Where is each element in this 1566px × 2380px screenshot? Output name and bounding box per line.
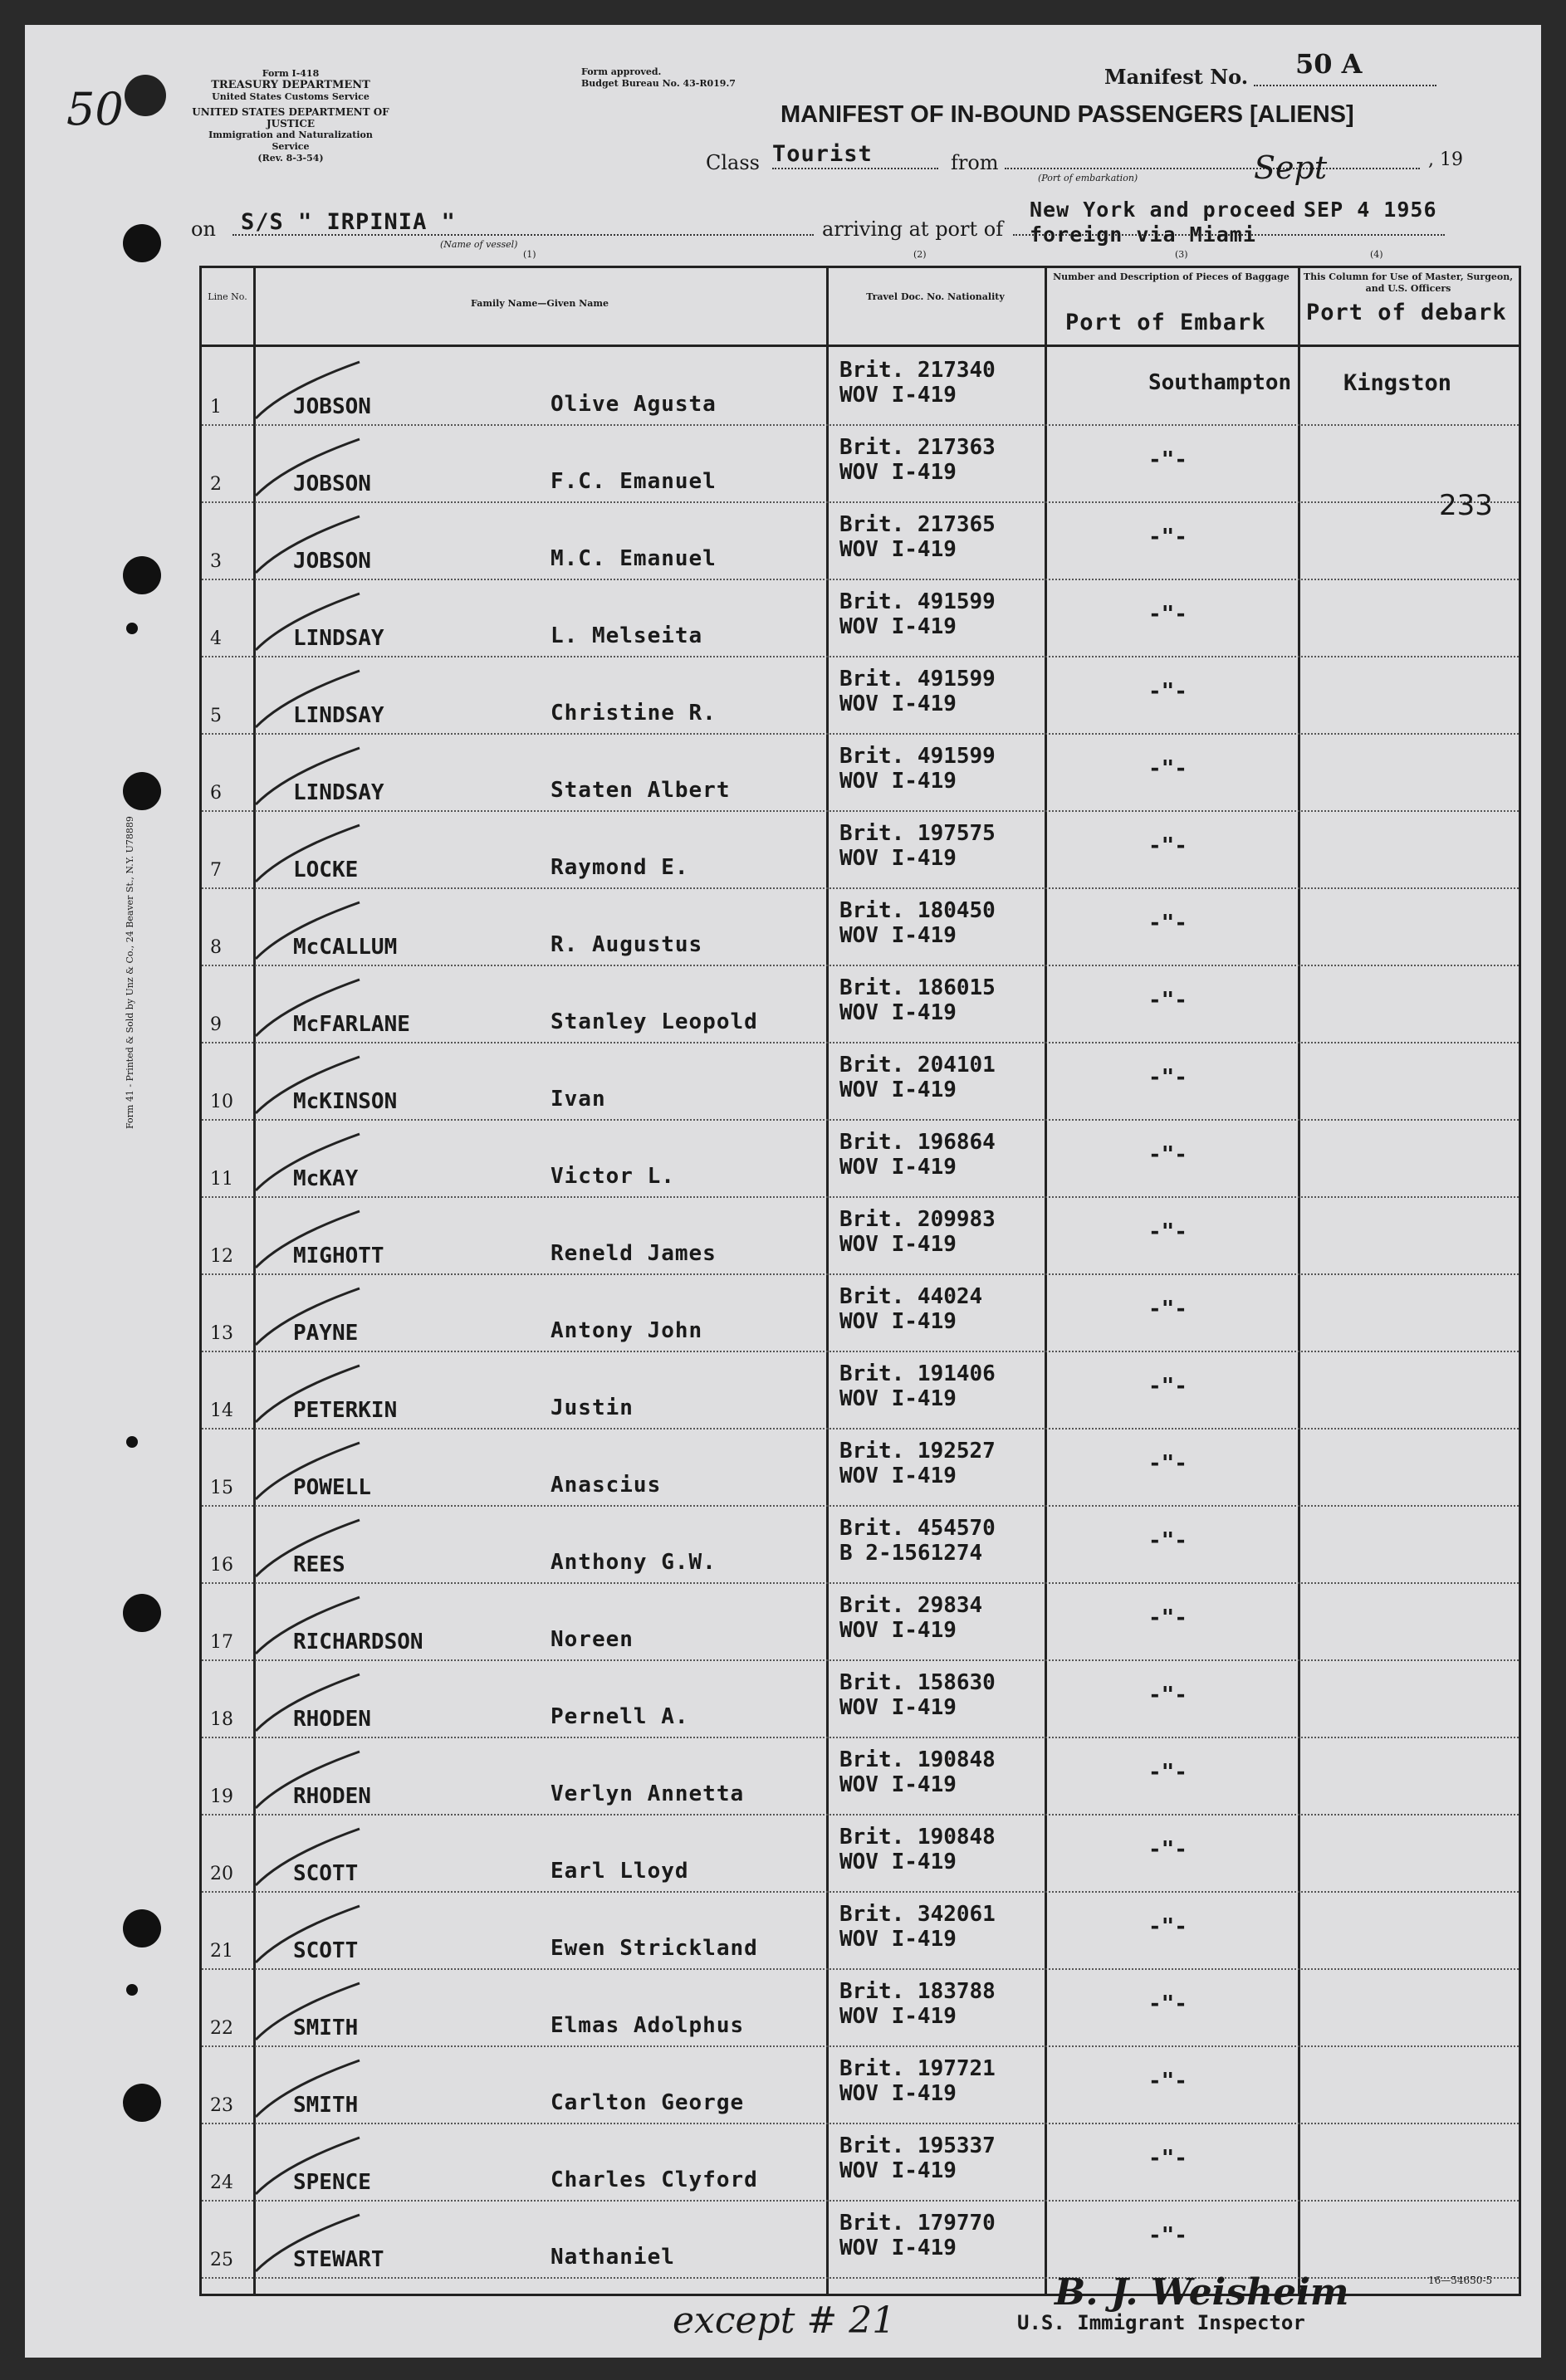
punch-hole: [123, 224, 161, 262]
on-label: on: [191, 217, 216, 241]
baggage-value: -"-: [1148, 679, 1187, 704]
line-number: 18: [210, 1709, 233, 1730]
given-name: Victor L.: [551, 1164, 675, 1189]
travel-doc-nationality: WOV I-419: [839, 1386, 957, 1411]
table-row: [202, 733, 1519, 812]
baggage-value: -"-: [1148, 2069, 1187, 2094]
port-of-debark: Kingston: [1343, 370, 1452, 396]
table-row: [202, 1582, 1519, 1661]
given-name: Ewen Strickland: [551, 1936, 758, 1961]
travel-doc-nationality: WOV I-419: [839, 2236, 957, 2260]
family-name: JOBSON: [293, 472, 371, 496]
baggage-value: -"-: [1148, 1991, 1187, 2016]
line-number: 7: [210, 860, 222, 881]
given-name: L. Melseita: [551, 623, 703, 648]
table-row: [202, 965, 1519, 1043]
family-name: REES: [293, 1552, 345, 1577]
line-number: 12: [210, 1246, 233, 1267]
except-note: except # 21: [673, 2299, 896, 2342]
table-row: [202, 887, 1519, 966]
line-number: 24: [210, 2172, 233, 2193]
family-name: McFARLANE: [293, 1012, 410, 1037]
manifest-title: MANIFEST OF IN-BOUND PASSENGERS [ALIENS]: [781, 101, 1354, 128]
table-row: [202, 1119, 1519, 1198]
baggage-value: -"-: [1148, 833, 1187, 858]
baggage-value: -"-: [1148, 447, 1187, 472]
table-row: [202, 810, 1519, 889]
arrival-index: (3): [1175, 249, 1188, 260]
given-name: Olive Agusta: [551, 392, 717, 417]
travel-doc-number: Brit. 209983: [839, 1207, 996, 1232]
travel-doc-number: Brit. 342061: [839, 1902, 996, 1927]
line-number: 14: [210, 1400, 233, 1421]
travel-doc-nationality: WOV I-419: [839, 460, 957, 485]
given-name: Nathaniel: [551, 2245, 675, 2270]
handwritten-date: Sept: [1254, 149, 1328, 186]
line-number: 15: [210, 1478, 233, 1498]
official-note: 233: [1439, 489, 1493, 522]
arriving-index: (2): [913, 249, 927, 260]
table-row: [202, 1968, 1519, 2047]
line-number: 17: [210, 1632, 233, 1653]
travel-doc-nationality: WOV I-419: [839, 1464, 957, 1488]
line-number: 9: [210, 1014, 222, 1035]
port-embark-note: (Port of embarkation): [1038, 173, 1138, 183]
baggage-value: -"-: [1148, 988, 1187, 1013]
line-number: 1: [210, 397, 222, 418]
family-name: LINDSAY: [293, 626, 384, 651]
given-name: Stanley Leopold: [551, 1009, 758, 1034]
vessel-line: [232, 234, 814, 236]
given-name: Ivan: [551, 1087, 606, 1112]
sidebar-print: Form 41 - Printed & Sold by Unz & Co., 24 Beaver St., N.Y. U78889: [125, 816, 135, 1129]
line-number: 8: [210, 937, 222, 958]
given-name: Antony John: [551, 1318, 703, 1343]
col-official: This Column for Use of Master, Surgeon, and U.S. Officers: [1303, 271, 1514, 294]
travel-doc-number: Brit. 217363: [839, 435, 996, 460]
given-name: F.C. Emanuel: [551, 469, 717, 494]
given-name: Carlton George: [551, 2090, 745, 2115]
baggage-value: -"-: [1148, 911, 1187, 936]
given-name: Reneld James: [551, 1241, 717, 1266]
from-line: [1005, 168, 1420, 169]
baggage-value: -"-: [1148, 602, 1187, 627]
baggage-value: -"-: [1148, 2146, 1187, 2171]
line-number: 4: [210, 628, 222, 649]
family-name: LINDSAY: [293, 780, 384, 805]
family-name: RICHARDSON: [293, 1630, 423, 1654]
col-name: Family Name—Given Name: [471, 298, 609, 309]
family-name: PAYNE: [293, 1321, 359, 1346]
travel-doc-number: Brit. 491599: [839, 667, 996, 692]
travel-doc-nationality: WOV I-419: [839, 1309, 957, 1334]
given-name: Justin: [551, 1395, 634, 1420]
col-baggage-typed: Port of Embark: [1065, 310, 1266, 335]
line-number: 16: [210, 1555, 233, 1576]
family-name: SCOTT: [293, 1938, 359, 1963]
travel-doc-nationality: WOV I-419: [839, 2004, 957, 2029]
table-row: [202, 1428, 1519, 1507]
given-name: Christine R.: [551, 701, 717, 726]
travel-doc-number: Brit. 217365: [839, 512, 996, 537]
date-index: (4): [1370, 249, 1383, 260]
baggage-value: -"-: [1148, 1451, 1187, 1476]
line-number: 22: [210, 2018, 233, 2039]
from-label: from: [951, 151, 999, 174]
col-line-no: Line No.: [208, 291, 247, 302]
travel-doc-number: Brit. 197721: [839, 2056, 996, 2081]
travel-doc-nationality: B 2-1561274: [839, 1541, 983, 1566]
punch-hole: [126, 1436, 138, 1448]
class-label: Class: [706, 151, 760, 174]
family-name: SPENCE: [293, 2170, 371, 2195]
family-name: SMITH: [293, 2093, 359, 2118]
col-official-typed: Port of debark: [1306, 300, 1507, 325]
baggage-value: -"-: [1148, 1219, 1187, 1244]
table-row: [202, 656, 1519, 735]
travel-doc-nationality: WOV I-419: [839, 846, 957, 871]
travel-doc-nationality: WOV I-419: [839, 2081, 957, 2106]
given-name: Verlyn Annetta: [551, 1781, 745, 1806]
line-number: 5: [210, 706, 222, 726]
given-name: R. Augustus: [551, 932, 703, 957]
class-line: [772, 168, 938, 169]
arriving-label: arriving at port of: [822, 217, 1004, 241]
travel-doc-number: Brit. 217340: [839, 358, 996, 383]
family-name: McKINSON: [293, 1089, 398, 1114]
vessel-note: (Name of vessel): [440, 239, 518, 250]
line-number: 2: [210, 474, 222, 495]
baggage-value: -"-: [1148, 2223, 1187, 2248]
baggage-value: -"-: [1148, 1760, 1187, 1785]
line-number: 10: [210, 1092, 233, 1112]
baggage-value: -"-: [1148, 1837, 1187, 1862]
signature: B. J. Weisheim: [1055, 2271, 1349, 2314]
travel-doc-number: Brit. 196864: [839, 1130, 996, 1155]
travel-doc-nationality: WOV I-419: [839, 383, 957, 408]
class-value: Tourist: [772, 141, 873, 167]
inspector-title: U.S. Immigrant Inspector: [1017, 2311, 1305, 2334]
given-name: Pernell A.: [551, 1704, 689, 1729]
manifest-page: [25, 25, 1541, 2358]
given-name: M.C. Emanuel: [551, 546, 717, 571]
vessel-value: S/S " IRPINIA ": [241, 209, 456, 235]
table-row: [202, 424, 1519, 522]
baggage-value: -"-: [1148, 525, 1187, 550]
travel-doc-nationality: WOV I-419: [839, 1772, 957, 1797]
travel-doc-nationality: WOV I-419: [839, 692, 957, 716]
family-name: RHODEN: [293, 1784, 371, 1809]
family-name: POWELL: [293, 1475, 371, 1500]
manifest-no-label: Manifest No.: [1104, 65, 1249, 89]
family-name: MIGHOTT: [293, 1244, 384, 1268]
baggage-value: Southampton: [1148, 370, 1292, 395]
line-number: 3: [210, 551, 222, 572]
travel-doc-number: Brit. 186015: [839, 975, 996, 1000]
punch-hole: [123, 1594, 161, 1632]
travel-doc-nationality: WOV I-419: [839, 537, 957, 562]
family-name: JOBSON: [293, 394, 371, 419]
travel-doc-number: Brit. 190848: [839, 1747, 996, 1772]
form-code: 16—54650-5: [1428, 2275, 1493, 2286]
corner-number: 50: [66, 83, 124, 135]
line-number: 23: [210, 2095, 233, 2116]
travel-doc-nationality: WOV I-419: [839, 1850, 957, 1874]
table-row: [202, 1042, 1519, 1121]
col-doc: Travel Doc. No. Nationality: [866, 291, 1005, 302]
travel-doc-number: Brit. 44024: [839, 1284, 983, 1309]
approval-block: Form approved. Budget Bureau No. 43-R019.7: [581, 66, 736, 89]
given-name: Staten Albert: [551, 778, 731, 803]
travel-doc-nationality: WOV I-419: [839, 2158, 957, 2183]
given-name: Elmas Adolphus: [551, 2013, 745, 2038]
family-name: McKAY: [293, 1166, 359, 1191]
col1-index: (1): [523, 249, 536, 260]
arrival-line-2: foreign via Miami: [1030, 222, 1256, 247]
table-row: [202, 1351, 1519, 1429]
passenger-table: [199, 266, 1521, 2296]
table-row: [202, 1273, 1519, 1352]
travel-doc-nationality: WOV I-419: [839, 769, 957, 794]
line-number: 19: [210, 1786, 233, 1807]
given-name: Anascius: [551, 1473, 662, 1498]
baggage-value: -"-: [1148, 1528, 1187, 1553]
given-name: Raymond E.: [551, 855, 689, 880]
family-name: SMITH: [293, 2016, 359, 2040]
travel-doc-nationality: WOV I-419: [839, 1618, 957, 1643]
travel-doc-number: Brit. 491599: [839, 744, 996, 769]
table-row: [202, 501, 1519, 580]
table-row: [202, 2045, 1519, 2124]
travel-doc-nationality: WOV I-419: [839, 1000, 957, 1025]
baggage-value: -"-: [1148, 1297, 1187, 1322]
travel-doc-number: Brit. 197575: [839, 821, 996, 846]
travel-doc-number: Brit. 192527: [839, 1439, 996, 1464]
table-row: [202, 2200, 1519, 2279]
travel-doc-nationality: WOV I-419: [839, 1695, 957, 1720]
travel-doc-nationality: WOV I-419: [839, 1155, 957, 1180]
family-name: LINDSAY: [293, 703, 384, 728]
travel-doc-nationality: WOV I-419: [839, 923, 957, 948]
arrival-line-1: New York and proceed: [1030, 198, 1297, 222]
punch-hole: [126, 1984, 138, 1996]
baggage-value: -"-: [1148, 1142, 1187, 1167]
family-name: PETERKIN: [293, 1398, 398, 1423]
travel-doc-number: Brit. 191406: [839, 1361, 996, 1386]
family-name: RHODEN: [293, 1707, 371, 1732]
year-prefix: , 19: [1428, 149, 1463, 170]
baggage-value: -"-: [1148, 756, 1187, 781]
table-row: [202, 1814, 1519, 1893]
travel-doc-number: Brit. 454570: [839, 1516, 996, 1541]
table-row: [202, 579, 1519, 657]
travel-doc-nationality: WOV I-419: [839, 1927, 957, 1952]
travel-doc-nationality: WOV I-419: [839, 614, 957, 639]
corner-hole: [125, 75, 166, 116]
given-name: Noreen: [551, 1627, 634, 1652]
manifest-no-value: 50 A: [1295, 48, 1363, 80]
line-number: 13: [210, 1323, 233, 1344]
family-name: JOBSON: [293, 549, 371, 574]
given-name: Charles Clyford: [551, 2167, 758, 2192]
table-row: [202, 1737, 1519, 1816]
table-row: [202, 1196, 1519, 1275]
family-name: McCALLUM: [293, 935, 398, 960]
table-row: [202, 347, 1519, 426]
line-number: 21: [210, 1941, 233, 1962]
line-number: 20: [210, 1864, 233, 1884]
line-number: 6: [210, 783, 222, 804]
punch-hole: [123, 1909, 161, 1947]
table-row: [202, 1891, 1519, 1970]
given-name: Anthony G.W.: [551, 1550, 717, 1575]
baggage-value: -"-: [1148, 1374, 1187, 1399]
table-row: [202, 1659, 1519, 1738]
travel-doc-number: Brit. 491599: [839, 589, 996, 614]
travel-doc-number: Brit. 195337: [839, 2133, 996, 2158]
family-name: STEWART: [293, 2247, 384, 2272]
family-name: LOCKE: [293, 858, 359, 882]
baggage-value: -"-: [1148, 1605, 1187, 1630]
travel-doc-nationality: WOV I-419: [839, 1232, 957, 1257]
travel-doc-number: Brit. 183788: [839, 1979, 996, 2004]
manifest-no-line: [1254, 85, 1436, 86]
baggage-value: -"-: [1148, 1065, 1187, 1090]
line-number: 11: [210, 1169, 233, 1190]
table-row: [202, 1505, 1519, 1584]
given-name: Earl Lloyd: [551, 1859, 689, 1884]
travel-doc-number: Brit. 180450: [839, 898, 996, 923]
travel-doc-number: Brit. 179770: [839, 2211, 996, 2236]
travel-doc-nationality: WOV I-419: [839, 1078, 957, 1102]
travel-doc-number: Brit. 190848: [839, 1825, 996, 1850]
travel-doc-number: Brit. 29834: [839, 1593, 983, 1618]
date-value: SEP 4 1956: [1304, 198, 1437, 222]
table-row: [202, 2123, 1519, 2202]
baggage-value: -"-: [1148, 1914, 1187, 1939]
travel-doc-number: Brit. 204101: [839, 1053, 996, 1078]
family-name: SCOTT: [293, 1861, 359, 1886]
baggage-value: -"-: [1148, 1683, 1187, 1708]
col-baggage: Number and Description of Pieces of Baggage: [1053, 271, 1290, 282]
punch-hole: [123, 2084, 161, 2122]
form-block: Form I-418 TREASURY DEPARTMENT United States Customs Service UNITED STATES DEPARTMENT OF JUSTICE Immigration and Naturalization Service (Rev. 8-3-54): [192, 68, 389, 164]
line-number: 25: [210, 2250, 233, 2270]
travel-doc-number: Brit. 158630: [839, 1670, 996, 1695]
